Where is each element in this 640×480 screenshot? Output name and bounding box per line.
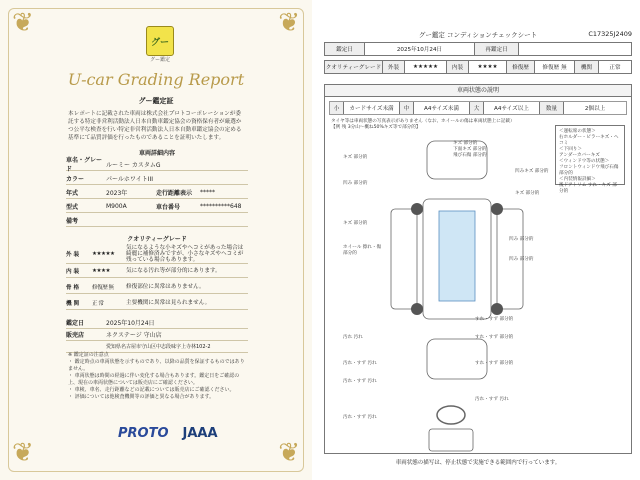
panel-title: 車両状態の説明 [325,85,631,97]
damage-label: 汚れ・すず 汚れ [343,361,377,366]
goo-badge-icon: グー [146,26,174,56]
report-title: U-car Grading Report [67,70,245,89]
vehicle-section-title: 車両詳細内容 [138,150,175,157]
damage-label: キズ 部分的 [515,191,540,196]
damage-label: 凹み 部分的 [343,181,368,186]
note-item: ・ 鑑定時点の車両状態を示すものであり、以降の品質を保証するものではありません。 [68,359,245,372]
notes-title: ※ 鑑定証の注意点 [68,352,109,358]
vehicle-row: カラー パールホワイトIII [66,172,248,185]
side-notes-box: ＜運転席の状態＞ 右ホルダー・ピラーキズ・ヘコミ ＜下回り＞ アンダーカバーキズ ＜ウィンドウ等の状態＞ フロントウィンドウ飛び石傷 部分的 ＜内装情報詳細＞ 後ドアトリム すれ・キズ 部分的 [555,125,625,185]
ornament-icon: ❦ [12,8,34,38]
proto-logo: PROTO [118,426,169,441]
note-item: ・ 評価については他検査機関等の評価と異なる場合があります。 [68,394,215,400]
grading-report [0,0,312,480]
damage-label: 凹み 部分的 [509,257,534,262]
sheet-footnote: 車両状態の描写は、停止状態で実施できる範囲内で行っています。 [395,460,561,466]
damage-label: 汚れ 汚れ [343,335,363,340]
damage-label: キズ 部分的 [453,141,478,146]
vehicle-row: 車名・グレード ルーミー カスタムG [66,158,248,171]
date-row: 鑑定日 2025年10月24日 再鑑定日 [324,42,632,56]
damage-label: すれ・すず 部分的 [475,317,514,322]
condition-panel [324,84,632,454]
note-item: ・ 車両状態は時間の経過に伴い変化する場合もあります。鑑定日をご確認の上、現在の車両状態については販売店にご確認ください。 [68,373,240,386]
quality-row: 骨 格 修復歴 無 修復部位に異常はありません。 [66,280,248,294]
car-top-view-diagram [387,139,527,389]
damage-label: すれ・すず 部分的 [475,361,514,366]
damage-label: 飛び石傷 部分的 [453,153,487,158]
grade-row: クオリティーグレード 外装 ★★★★★ 内装 ★★★★ 修復歴 修復歴 無 機関 正常 [324,60,632,74]
vehicle-row: 年式 2023年 走行距離表示 ***** [66,186,248,199]
steering-wheel-icon [421,403,481,453]
ornament-icon: ❦ [278,438,300,468]
notes [68,352,248,401]
issue-row: 販売店 ネクステージ 守山店 [66,328,248,341]
damage-label: 凹みキズ 部分的 [515,169,549,174]
damage-label: 汚れ・すず 汚れ [475,397,509,402]
issue-row: 鑑定日 2025年10月24日 [66,316,248,329]
tire-note: タイヤ等は車両状態の写真表示がありません（なお、ホイールの傷は車両状態上に記載） [331,119,515,124]
issue-row: 愛知県名古屋市守山区中志段味字上寺林102-2 [66,340,248,353]
jaaa-logo: JAAA [182,426,218,441]
damage-label: 汚れ・すず 汚れ [343,379,377,384]
damage-label: すれ・すず 部分的 [475,335,514,340]
sheet-code: C17325J2409 [588,30,632,38]
badge-caption: グー鑑定 [149,57,170,63]
tire-example: 【例 残 3分山～概ね50%キズ等で部分的】 [331,125,421,130]
vehicle-row: 型式 M900A 車台番号 **********648 [66,200,248,213]
vehicle-row: 備考 [66,214,248,227]
footer-logos [118,426,218,441]
quality-section-title: クオリティーグレード [127,236,187,243]
ornament-icon: ❦ [278,8,300,38]
damage-label: 下面キズ 部分的 [453,147,487,152]
condition-check-sheet [316,0,640,480]
sheet-title: グー鑑定 コンディションチェックシート [418,31,538,39]
intro-text: 本レポートに記載された車両は株式会社プロトコーポレーションが委託する特定非営利活動法人日本自動車鑑定協会の資格保有者が厳選かつ公平な検査を行い特定非営利活動法人日本自動車鑑定協会の定める基準にて品質評価を行ったものであることを証明いたします。 [68,111,242,141]
note-item: ・ 車検、車名、走行距離などの記載については販売店にご確認ください。 [68,387,235,393]
quality-row: 機 関 正 常 主要機関に異常は見られません。 [66,296,248,310]
damage-label: 汚れ・すず 汚れ [343,415,377,420]
damage-label: キズ 部分的 [343,221,368,226]
ornament-icon: ❦ [12,438,34,468]
damage-label: キズ 部分的 [343,155,368,160]
quality-row: 外 装 ★★★★★ 気になるような小キズやヘコミがあった場合は綺麗に補修済みですが、小さなキズやヘコミが残っている場合もあります。 [66,244,248,264]
quality-row: 内 装 ★★★★ 気になる汚れ等が部分的にあります。 [66,264,248,278]
damage-label: 凹み 部分的 [509,237,534,242]
size-legend-row: 小 カードサイズ未満 中 A4サイズ未満 大 A4サイズ以上 数量 2個以上 [329,101,627,115]
report-subtitle: グー鑑定証 [138,97,174,105]
damage-label: ホイール 擦れ・傷 部分的 [343,245,382,256]
